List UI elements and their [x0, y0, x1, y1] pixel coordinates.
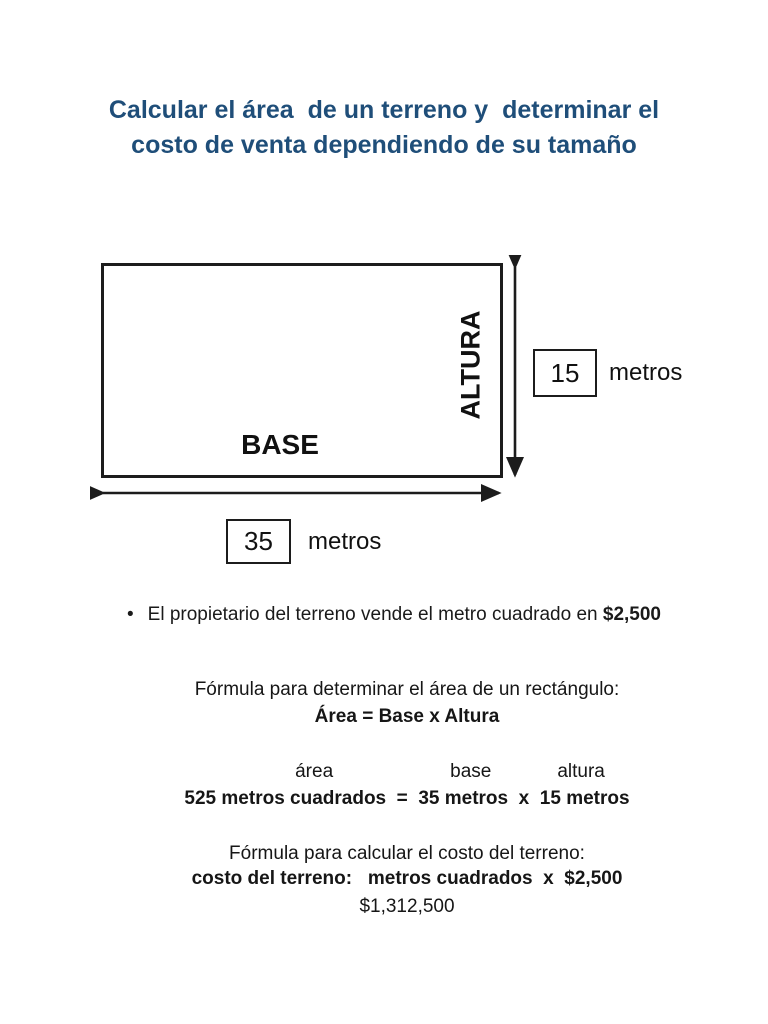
- base-value: 35: [244, 526, 273, 556]
- height-value: 15: [550, 357, 580, 388]
- cost-formula: costo del terreno: metros cuadrados x $2,500: [191, 868, 623, 889]
- base-unit-label: metros: [308, 527, 382, 555]
- price-bullet-text: [148, 604, 661, 626]
- page-title-line2: costo de venta dependiendo de su tamaño: [131, 131, 637, 159]
- base-small-label: base: [450, 761, 492, 782]
- price-bullet-body: El propietario del terreno vende el metro cuadrado en: [147, 604, 603, 625]
- height-value-box: [533, 349, 597, 397]
- altura-small-label: altura: [557, 761, 605, 782]
- page-title: [0, 93, 768, 163]
- altura-label: ALTURA: [455, 310, 486, 420]
- page-title-line1: Calcular el área de un terreno y determinar el: [108, 96, 660, 124]
- area-formula-heading: Fórmula para determinar el área de un rectángulo:: [194, 679, 620, 700]
- bullet-icon: •: [127, 604, 134, 625]
- base-value-box: [226, 519, 291, 564]
- area-formula: Área = Base x Altura: [314, 706, 500, 727]
- area-small-label: área: [295, 761, 334, 782]
- cost-formula-heading: Fórmula para calcular el costo del terreno:: [229, 843, 585, 864]
- price-bullet-item: [127, 604, 661, 626]
- cost-result: $1,312,500: [359, 896, 455, 917]
- height-unit-label: metros: [609, 359, 683, 386]
- area-calculation: 525 metros cuadrados = 35 metros x 15 metros: [184, 788, 630, 809]
- price-amount: $2,500: [602, 604, 662, 625]
- formula-labels-row: [90, 761, 768, 783]
- base-label: BASE: [241, 429, 319, 460]
